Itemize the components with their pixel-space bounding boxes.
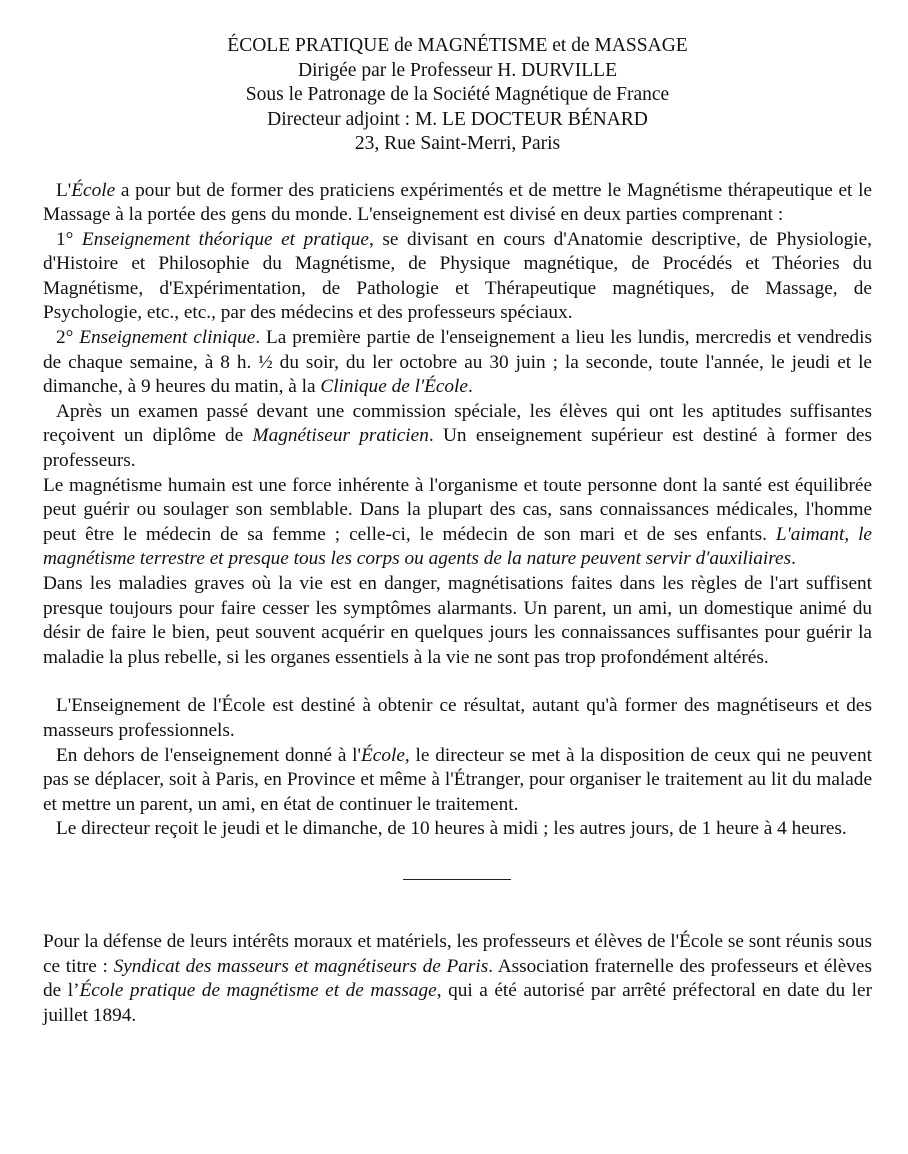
header-assistant-director: Directeur adjoint : M. LE DOCTEUR BÉNARD — [267, 108, 648, 130]
separator — [43, 842, 872, 930]
paragraph-home-treatment: En dehors de l'enseignement donné à l'École, le directeur se met à la disposition de ceux qui ne peuvent pas se déplacer, soit à Paris, en Province et même à l'Étranger, pour organiser le traitement au lit du malade et mettre un parent, un ami, en état de continuer le traitement. — [43, 744, 872, 815]
separator-rule — [403, 879, 511, 880]
header-title: ÉCOLE PRATIQUE de MAGNÉTISME et de MASSAGE — [227, 35, 688, 56]
paragraph-clinical-teaching: 2° Enseignement clinique. La première partie de l'enseignement a lieu les lundis, mercredis et vendredis de chaque semaine, à 8 h. ½ du soir, du ler octobre au 30 juin ; la seconde, toute l'année, le jeudi et le dimanche, à 9 heures du matin, à la Clinique de l'École. — [43, 327, 872, 398]
header-director: Dirigée par le Professeur H. DURVILLE — [297, 59, 617, 81]
paragraph-diploma: Après un examen passé devant une commission spéciale, les élèves qui ont les aptitudes suffisantes reçoivent un diplôme de Magnétiseur praticien. Un enseignement supérieur est destiné à former des professeurs. — [43, 400, 872, 472]
paragraph-theoretical-teaching: 1° Enseignement théorique et pratique, se divisant en cours d'Anatomie descriptive, de Physiologie, d'Histoire et Philosophie du Magnétisme, de Physique magnétique, de Procédés et Théories du Magnétisme, d'Expérimentation, de Pathologie et Thérapeutique magnétiques, de Massage, de Psychologie, etc., etc., par des médecins et des professeurs spéciaux. — [43, 228, 873, 324]
paragraph-human-magnetism: Le magnétisme humain est une force inhérente à l'organisme et toute personne dont la santé est équilibrée peut guérir ou soulager son semblable. Dans la plupart des cas, sans connaissances médicales, l'homme peut être le médecin de sa femme ; celle-ci, le médecin de son mari et de ses enfants. L'aimant, le magnétisme terrestre et presque tous les corps ou agents de la nature peuvent servir d'auxiliaires. — [43, 474, 872, 570]
paragraph-serious-illness: Dans les maladies graves où la vie est en danger, magnétisations faites dans les règles de l'art suffisent presque toujours pour faire cesser les symptômes alarmants. Un parent, un ami, un domestique animé du désir de faire le bien, peut souvent acquérir en quelques jours les connaissances suffisantes pour guérir la maladie la plus rebelle, si les organes essentiels à la vie ne sont pas trop profondément altérés. — [43, 573, 872, 668]
paragraph-school-purpose: L'Enseignement de l'École est destiné à obtenir ce résultat, autant qu'à former des magnétiseurs et des masseurs professionnels. — [43, 695, 872, 741]
paragraph-gap — [43, 670, 872, 694]
document-body — [43, 179, 872, 1029]
school-header — [43, 34, 872, 157]
paragraph-intro: L'École a pour but de former des praticiens expérimentés et de mettre le Magnétisme thérapeutique et le Massage à la portée des gens du monde. L'enseignement est divisé en deux parties comprenant : — [43, 179, 872, 226]
paragraph-syndicate: Pour la défense de leurs intérêts moraux et matériels, les professeurs et élèves de l'École se sont réunis sous ce titre : Syndicat des masseurs et magnétiseurs de Paris. Association fraternelle des professeurs et élèves de l’École pratique de magnétisme et de massage, qui a été autorisé par arrêté préfectoral en date du ler juillet 1894. — [43, 930, 872, 1026]
paragraph-office-hours: Le directeur reçoit le jeudi et le dimanche, de 10 heures à midi ; les autres jours, de 1 heure à 4 heures. — [56, 818, 847, 840]
header-address: 23, Rue Saint-Merri, Paris — [354, 133, 561, 154]
header-patronage: Sous le Patronage de la Société Magnétique de France — [245, 84, 670, 105]
